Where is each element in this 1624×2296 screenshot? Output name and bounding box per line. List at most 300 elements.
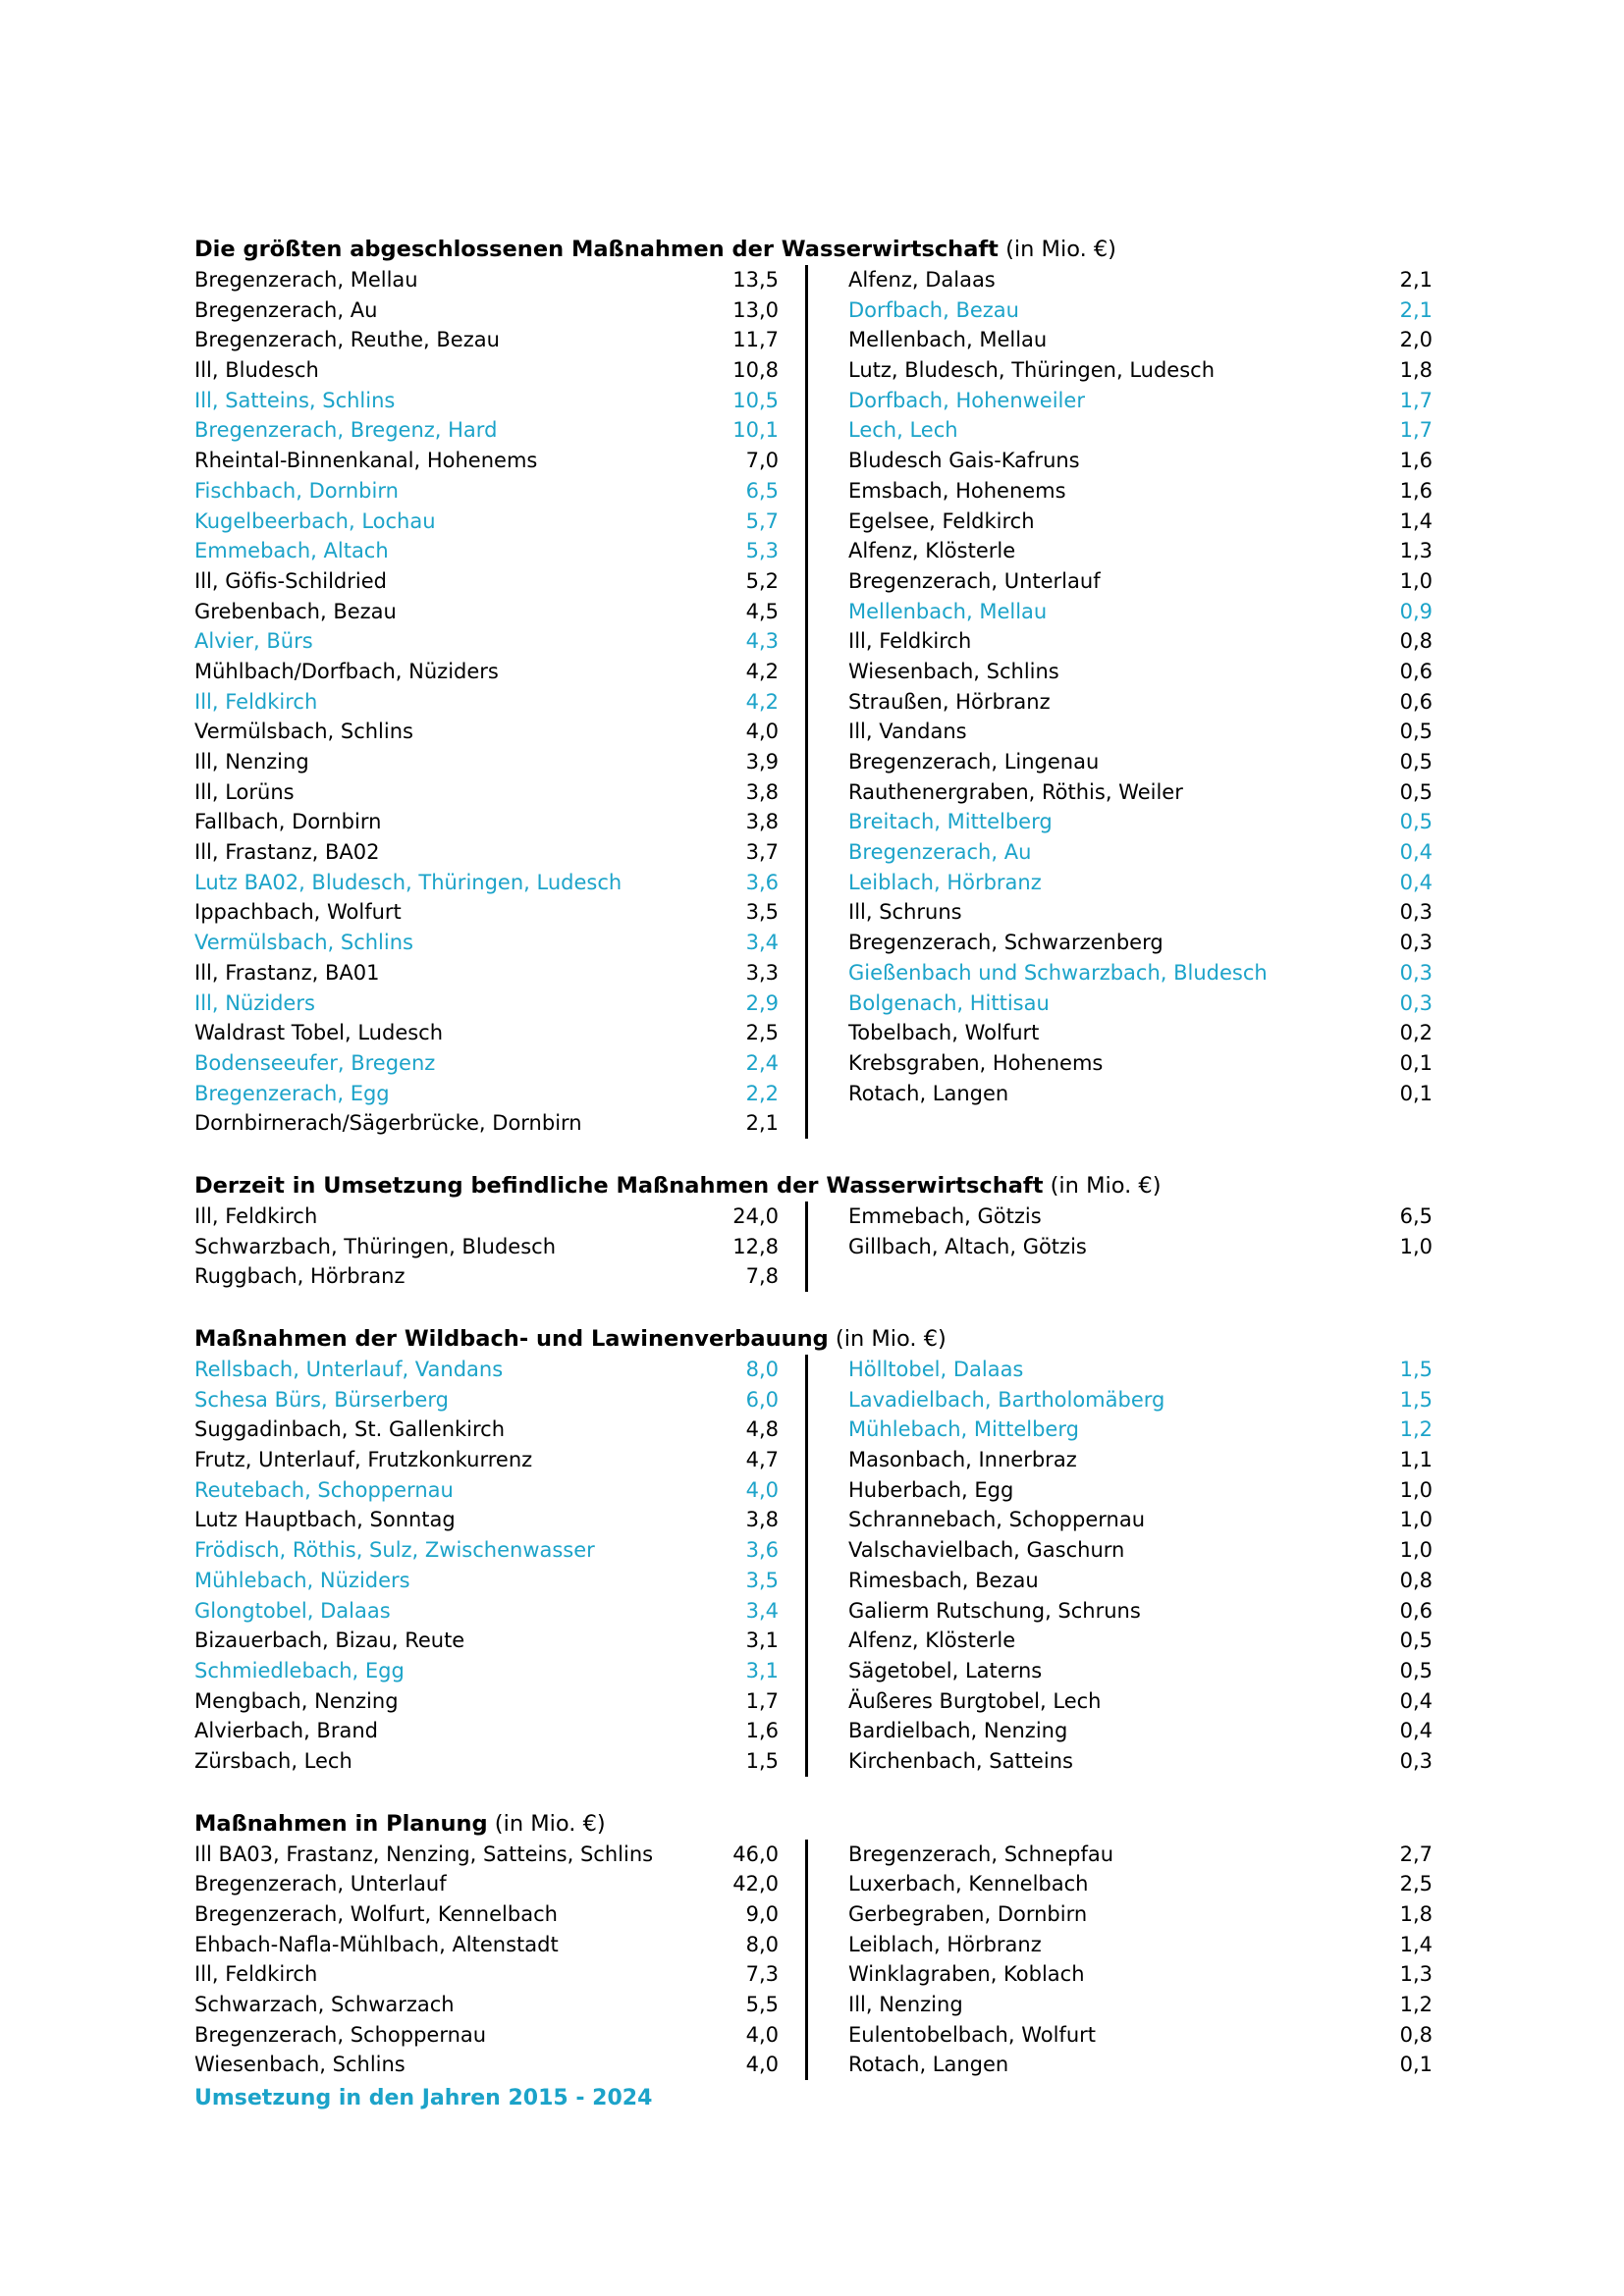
table-row <box>194 386 779 416</box>
measure-value: 3,3 <box>745 960 779 985</box>
measure-name: Rellsbach, Unterlauf, Vandans <box>194 1358 504 1381</box>
measure-name: Lutz Hauptbach, Sonntag <box>194 1508 456 1532</box>
measure-value: 4,0 <box>745 2053 779 2077</box>
table-row <box>194 837 779 868</box>
measure-value: 0,4 <box>1399 1719 1433 1743</box>
measure-name: Dorfbach, Bezau <box>848 297 1019 322</box>
table-row <box>848 1746 1433 1777</box>
table-row <box>194 597 779 627</box>
measure-name: Hölltobel, Dalaas <box>848 1358 1024 1381</box>
table-row <box>848 1079 1433 1109</box>
table-row <box>194 1869 779 1899</box>
table-row <box>848 325 1433 355</box>
measure-value: 1,6 <box>1399 449 1433 473</box>
table-row <box>194 1840 779 1870</box>
measure-value: 3,6 <box>745 870 779 894</box>
measure-name: Lutz BA02, Bludesch, Thüringen, Ludesch <box>194 870 623 894</box>
table-row <box>848 1385 1433 1415</box>
measure-value: 8,0 <box>745 1358 779 1381</box>
measure-name: Krebsgraben, Hohenems <box>848 1050 1104 1075</box>
measure-name: Waldrast Tobel, Ludesch <box>194 1021 444 1045</box>
table-row <box>848 958 1433 988</box>
measure-name: Bodenseeufer, Bregenz <box>194 1050 436 1075</box>
measure-name: Gerbegraben, Dornbirn <box>848 1902 1088 1926</box>
section-planning <box>194 1808 1441 2081</box>
table-row <box>194 1596 779 1627</box>
measure-value: 4,0 <box>745 2022 779 2047</box>
left-column <box>194 1201 808 1292</box>
table-row <box>194 928 779 958</box>
measure-name: Mengbach, Nenzing <box>194 1688 399 1713</box>
table-row <box>848 1566 1433 1596</box>
table-row <box>848 837 1433 868</box>
two-column-table <box>194 1840 1441 2081</box>
document-page <box>194 234 1441 2115</box>
measure-value: 4,5 <box>745 599 779 623</box>
measure-value: 3,9 <box>745 750 779 774</box>
left-column <box>194 1840 808 2081</box>
measure-name: Fallbach, Dornbirn <box>194 810 382 834</box>
measure-name: Galierm Rutschung, Schruns <box>848 1598 1141 1623</box>
table-row <box>194 687 779 718</box>
table-row <box>194 536 779 566</box>
measure-name: Ill, Göfis-Schildried <box>194 568 387 593</box>
measure-value: 5,2 <box>745 568 779 593</box>
measure-value: 1,5 <box>745 1748 779 1773</box>
measure-name: Leiblach, Hörbranz <box>848 870 1042 894</box>
table-row <box>848 507 1433 537</box>
measure-name: Bregenzerach, Schnepfau <box>848 1842 1114 1866</box>
measure-value: 13,5 <box>732 268 779 292</box>
measure-value: 3,6 <box>745 1538 779 1563</box>
table-row <box>194 1079 779 1109</box>
measure-name: Alfenz, Klösterle <box>848 539 1016 563</box>
measure-value: 0,5 <box>1399 810 1433 834</box>
measure-value: 2,1 <box>1399 297 1433 322</box>
table-row <box>848 1048 1433 1079</box>
measure-value: 0,5 <box>1399 750 1433 774</box>
measure-name: Grebenbach, Bezau <box>194 599 397 623</box>
measure-name: Dorfbach, Hohenweiler <box>848 388 1085 412</box>
measure-name: Emmebach, Altach <box>194 539 389 563</box>
measure-value: 2,7 <box>1399 1842 1433 1866</box>
measure-name: Vermülsbach, Schlins <box>194 720 413 744</box>
measure-name: Bregenzerach, Lingenau <box>848 750 1100 774</box>
measure-value: 1,7 <box>745 1688 779 1713</box>
measure-name: Alfenz, Klösterle <box>848 1629 1016 1653</box>
measure-value: 1,8 <box>1399 358 1433 383</box>
table-row <box>194 1445 779 1475</box>
measure-name: Lutz, Bludesch, Thüringen, Ludesch <box>848 358 1216 383</box>
right-column <box>808 1840 1433 2081</box>
measure-value: 10,1 <box>732 418 779 443</box>
table-row <box>194 988 779 1019</box>
table-row <box>194 415 779 446</box>
measure-value: 1,8 <box>1399 1902 1433 1926</box>
measure-value: 6,5 <box>1399 1203 1433 1228</box>
measure-value: 1,1 <box>1399 1448 1433 1472</box>
measure-name: Mellenbach, Mellau <box>848 599 1048 623</box>
measure-name: Rheintal-Binnenkanal, Hohenems <box>194 449 538 473</box>
measure-name: Ill, Schruns <box>848 900 962 925</box>
measure-name: Zürsbach, Lech <box>194 1748 352 1773</box>
table-row <box>194 507 779 537</box>
measure-name: Schwarzach, Schwarzach <box>194 1993 455 2017</box>
measure-name: Vermülsbach, Schlins <box>194 931 413 955</box>
measure-name: Ill, Frastanz, BA01 <box>194 960 380 985</box>
section-wildbach <box>194 1323 1441 1777</box>
section-title: Maßnahmen in Planung (in Mio. €) <box>194 1810 606 1837</box>
measure-name: Mellenbach, Mellau <box>848 328 1048 352</box>
measure-name: Lech, Lech <box>848 418 958 443</box>
measure-value: 5,3 <box>745 539 779 563</box>
table-row <box>848 747 1433 777</box>
table-row <box>848 928 1433 958</box>
measure-value: 2,1 <box>745 1111 779 1136</box>
table-row <box>194 868 779 898</box>
table-row <box>848 868 1433 898</box>
measure-value: 0,1 <box>1399 1050 1433 1075</box>
table-row <box>194 958 779 988</box>
measure-value: 7,0 <box>745 449 779 473</box>
measure-value: 42,0 <box>732 1872 779 1896</box>
measure-name: Ill, Nenzing <box>848 1993 963 2017</box>
table-row <box>194 1355 779 1385</box>
measure-name: Bregenzerach, Unterlauf <box>194 1872 447 1896</box>
measure-name: Rotach, Langen <box>848 1081 1009 1105</box>
measure-value: 1,0 <box>1399 1234 1433 1258</box>
measure-name: Breitach, Mittelberg <box>848 810 1053 834</box>
measure-name: Lavadielbach, Bartholomäberg <box>848 1387 1165 1412</box>
table-row <box>194 2020 779 2051</box>
table-row <box>194 1415 779 1445</box>
table-row <box>194 295 779 326</box>
measure-name: Ehbach-Nafla-Mühlbach, Altenstadt <box>194 1932 559 1956</box>
measure-value: 3,4 <box>745 1598 779 1623</box>
table-row <box>848 536 1433 566</box>
measure-value: 1,0 <box>1399 1477 1433 1502</box>
measure-value: 0,1 <box>1399 1081 1433 1105</box>
measure-value: 1,4 <box>1399 1932 1433 1956</box>
table-row <box>848 687 1433 718</box>
table-row <box>848 1445 1433 1475</box>
measure-name: Ill, Nenzing <box>194 750 309 774</box>
table-row <box>848 1990 1433 2020</box>
measure-name: Huberbach, Egg <box>848 1477 1014 1502</box>
measure-name: Rimesbach, Bezau <box>848 1568 1039 1592</box>
table-row <box>848 446 1433 476</box>
measure-name: Ill, Feldkirch <box>194 689 318 714</box>
measure-name: Ill, Frastanz, BA02 <box>194 840 380 865</box>
table-row <box>194 325 779 355</box>
measure-name: Alfenz, Dalaas <box>848 268 996 292</box>
measure-value: 3,1 <box>745 1629 779 1653</box>
table-row <box>194 1716 779 1746</box>
measure-value: 0,5 <box>1399 720 1433 744</box>
measure-value: 46,0 <box>732 1842 779 1866</box>
table-row <box>194 1201 779 1232</box>
measure-value: 3,1 <box>745 1658 779 1682</box>
measure-name: Ill, Feldkirch <box>848 629 972 654</box>
table-row <box>194 1899 779 1930</box>
table-row <box>848 988 1433 1019</box>
measure-value: 0,3 <box>1399 900 1433 925</box>
table-row <box>848 777 1433 808</box>
measure-value: 4,0 <box>745 720 779 744</box>
measure-name: Tobelbach, Wolfurt <box>848 1021 1040 1045</box>
measure-value: 6,0 <box>745 1387 779 1412</box>
measure-value: 24,0 <box>732 1203 779 1228</box>
measure-name: Mühlbach/Dorfbach, Nüziders <box>194 659 499 683</box>
table-row <box>848 265 1433 295</box>
table-row <box>848 897 1433 928</box>
measure-value: 1,4 <box>1399 508 1433 533</box>
measure-name: Ill, Satteins, Schlins <box>194 388 396 412</box>
measure-value: 0,3 <box>1399 960 1433 985</box>
table-row <box>194 1566 779 1596</box>
measure-value: 0,9 <box>1399 599 1433 623</box>
measure-name: Alvier, Bürs <box>194 629 313 654</box>
table-row <box>848 1626 1433 1656</box>
measure-value: 3,5 <box>745 900 779 925</box>
table-row <box>194 355 779 386</box>
measure-name: Kugelbeerbach, Lochau <box>194 508 436 533</box>
right-column <box>808 1201 1433 1292</box>
right-column <box>808 265 1433 1139</box>
measure-value: 0,3 <box>1399 990 1433 1015</box>
section-title: Die größten abgeschlossenen Maßnahmen der Wasserwirtschaft (in Mio. €) <box>194 237 1116 262</box>
table-row <box>194 1959 779 1990</box>
measure-value: 4,8 <box>745 1417 779 1442</box>
measure-value: 3,8 <box>745 1508 779 1532</box>
measure-name: Rauthenergraben, Röthis, Weiler <box>848 779 1183 804</box>
measure-value: 2,0 <box>1399 328 1433 352</box>
measure-value: 2,9 <box>745 990 779 1015</box>
table-row <box>848 1899 1433 1930</box>
table-row <box>848 807 1433 837</box>
measure-value: 7,8 <box>745 1264 779 1289</box>
measure-value: 3,4 <box>745 931 779 955</box>
measure-value: 12,8 <box>732 1234 779 1258</box>
measure-value: 1,0 <box>1399 1508 1433 1532</box>
table-row <box>194 446 779 476</box>
table-row <box>848 1656 1433 1686</box>
measure-name: Ippachbach, Wolfurt <box>194 900 402 925</box>
measure-value: 8,0 <box>745 1932 779 1956</box>
measure-name: Rotach, Langen <box>848 2053 1009 2077</box>
measure-name: Bregenzerach, Reuthe, Bezau <box>194 328 500 352</box>
measure-name: Bregenzerach, Wolfurt, Kennelbach <box>194 1902 558 1926</box>
measure-value: 1,3 <box>1399 539 1433 563</box>
measure-name: Ill, Feldkirch <box>194 1962 318 1987</box>
measure-name: Leiblach, Hörbranz <box>848 1932 1042 1956</box>
footer-note: Umsetzung in den Jahren 2015 - 2024 <box>194 2086 653 2111</box>
measure-name: Glongtobel, Dalaas <box>194 1598 391 1623</box>
table-row <box>848 1018 1433 1048</box>
table-row <box>848 1505 1433 1535</box>
measure-value: 4,3 <box>745 629 779 654</box>
two-column-table <box>194 265 1441 1139</box>
measure-name: Valschavielbach, Gaschurn <box>848 1538 1125 1563</box>
measure-name: Straußen, Hörbranz <box>848 689 1051 714</box>
table-row <box>194 1930 779 1960</box>
measure-name: Mühlebach, Nüziders <box>194 1568 410 1592</box>
section-title: Maßnahmen der Wildbach- und Lawinenverbauung (in Mio. €) <box>194 1326 947 1352</box>
measure-value: 0,1 <box>1399 2053 1433 2077</box>
measure-value: 0,8 <box>1399 629 1433 654</box>
measure-value: 7,3 <box>745 1962 779 1987</box>
measure-name: Wiesenbach, Schlins <box>848 659 1059 683</box>
two-column-table <box>194 1201 1441 1292</box>
measure-value: 1,0 <box>1399 568 1433 593</box>
table-row <box>194 657 779 687</box>
table-row <box>848 2020 1433 2051</box>
measure-value: 9,0 <box>745 1902 779 1926</box>
table-row <box>848 415 1433 446</box>
measure-value: 0,3 <box>1399 931 1433 955</box>
table-row <box>848 295 1433 326</box>
table-row <box>194 1990 779 2020</box>
measure-value: 6,5 <box>745 478 779 503</box>
table-row <box>194 1746 779 1777</box>
measure-name: Ill, Bludesch <box>194 358 319 383</box>
measure-name: Bizauerbach, Bizau, Reute <box>194 1629 465 1653</box>
measure-name: Ill, Nüziders <box>194 990 315 1015</box>
measure-value: 0,8 <box>1399 1568 1433 1592</box>
measure-name: Egelsee, Feldkirch <box>848 508 1035 533</box>
measure-name: Schesa Bürs, Bürserberg <box>194 1387 449 1412</box>
table-row <box>848 1201 1433 1232</box>
table-row <box>194 1535 779 1566</box>
measure-name: Eulentobelbach, Wolfurt <box>848 2022 1096 2047</box>
table-row <box>848 1232 1433 1262</box>
measure-name: Ill, Vandans <box>848 720 967 744</box>
measure-name: Äußeres Burgtobel, Lech <box>848 1688 1102 1713</box>
table-row <box>848 1959 1433 1990</box>
measure-value: 11,7 <box>732 328 779 352</box>
measure-value: 1,7 <box>1399 418 1433 443</box>
measure-value: 1,6 <box>745 1719 779 1743</box>
table-row <box>194 897 779 928</box>
table-row <box>848 597 1433 627</box>
measure-name: Schmiedlebach, Egg <box>194 1658 405 1682</box>
table-row <box>848 355 1433 386</box>
table-row <box>194 476 779 507</box>
measure-value: 0,3 <box>1399 1748 1433 1773</box>
measure-value: 0,4 <box>1399 840 1433 865</box>
measure-value: 3,7 <box>745 840 779 865</box>
left-column <box>194 1355 808 1777</box>
table-row <box>194 777 779 808</box>
measure-value: 0,6 <box>1399 659 1433 683</box>
measure-value: 13,0 <box>732 297 779 322</box>
table-row <box>848 657 1433 687</box>
table-row <box>194 1686 779 1717</box>
measure-name: Emsbach, Hohenems <box>848 478 1066 503</box>
table-row <box>194 566 779 597</box>
measure-value: 4,2 <box>745 659 779 683</box>
measure-value: 4,7 <box>745 1448 779 1472</box>
measure-value: 2,4 <box>745 1050 779 1075</box>
table-row <box>194 1261 779 1292</box>
measure-name: Emmebach, Götzis <box>848 1203 1042 1228</box>
measure-value: 0,2 <box>1399 1021 1433 1045</box>
measure-name: Schwarzbach, Thüringen, Bludesch <box>194 1234 557 1258</box>
measure-value: 2,2 <box>745 1081 779 1105</box>
measure-name: Reutebach, Schoppernau <box>194 1477 454 1502</box>
measure-value: 1,3 <box>1399 1962 1433 1987</box>
section-title: Derzeit in Umsetzung befindliche Maßnahmen der Wasserwirtschaft (in Mio. €) <box>194 1172 1162 1199</box>
measure-value: 1,6 <box>1399 478 1433 503</box>
measure-value: 0,5 <box>1399 1629 1433 1653</box>
measure-name: Frödisch, Röthis, Sulz, Zwischenwasser <box>194 1538 595 1563</box>
measure-name: Mühlebach, Mittelberg <box>848 1417 1079 1442</box>
measure-name: Bregenzerach, Au <box>194 297 378 322</box>
measure-name: Luxerbach, Kennelbach <box>848 1872 1089 1896</box>
measure-value: 0,5 <box>1399 779 1433 804</box>
table-row <box>848 1415 1433 1445</box>
table-row <box>194 1232 779 1262</box>
table-row <box>194 1626 779 1656</box>
table-row <box>194 1475 779 1506</box>
table-row <box>848 717 1433 747</box>
table-row <box>848 386 1433 416</box>
table-row <box>194 1018 779 1048</box>
table-row <box>194 807 779 837</box>
table-row <box>194 1385 779 1415</box>
measure-value: 0,5 <box>1399 1658 1433 1682</box>
measure-value: 0,6 <box>1399 689 1433 714</box>
section-completed <box>194 234 1441 1139</box>
measure-value: 1,7 <box>1399 388 1433 412</box>
measure-name: Bolgenach, Hittisau <box>848 990 1050 1015</box>
table-row <box>848 476 1433 507</box>
measure-value: 2,5 <box>1399 1872 1433 1896</box>
measure-name: Bregenzerach, Unterlauf <box>848 568 1101 593</box>
table-row <box>194 1656 779 1686</box>
table-row <box>194 717 779 747</box>
table-row <box>848 566 1433 597</box>
table-row <box>194 626 779 657</box>
measure-name: Ill, Feldkirch <box>194 1203 318 1228</box>
measure-name: Bregenzerach, Egg <box>194 1081 390 1105</box>
table-row <box>848 1686 1433 1717</box>
table-row <box>194 1048 779 1079</box>
measure-name: Schrannebach, Schoppernau <box>848 1508 1145 1532</box>
measure-value: 0,4 <box>1399 1688 1433 1713</box>
measure-value: 1,0 <box>1399 1538 1433 1563</box>
table-row <box>848 1596 1433 1627</box>
measure-value: 10,5 <box>732 388 779 412</box>
measure-value: 1,2 <box>1399 1417 1433 1442</box>
table-row <box>848 1535 1433 1566</box>
table-row <box>194 2050 779 2080</box>
measure-name: Wiesenbach, Schlins <box>194 2053 406 2077</box>
measure-value: 1,5 <box>1399 1387 1433 1412</box>
table-row <box>194 1505 779 1535</box>
measure-value: 1,2 <box>1399 1993 1433 2017</box>
measure-value: 5,7 <box>745 508 779 533</box>
measure-name: Gießenbach und Schwarzbach, Bludesch <box>848 960 1268 985</box>
measure-value: 3,5 <box>745 1568 779 1592</box>
measure-value: 2,1 <box>1399 268 1433 292</box>
measure-name: Frutz, Unterlauf, Frutzkonkurrenz <box>194 1448 533 1472</box>
table-row <box>194 1108 779 1139</box>
section-in-progress <box>194 1170 1441 1292</box>
measure-name: Bregenzerach, Schoppernau <box>194 2022 487 2047</box>
table-row <box>194 747 779 777</box>
measure-value: 1,5 <box>1399 1358 1433 1381</box>
